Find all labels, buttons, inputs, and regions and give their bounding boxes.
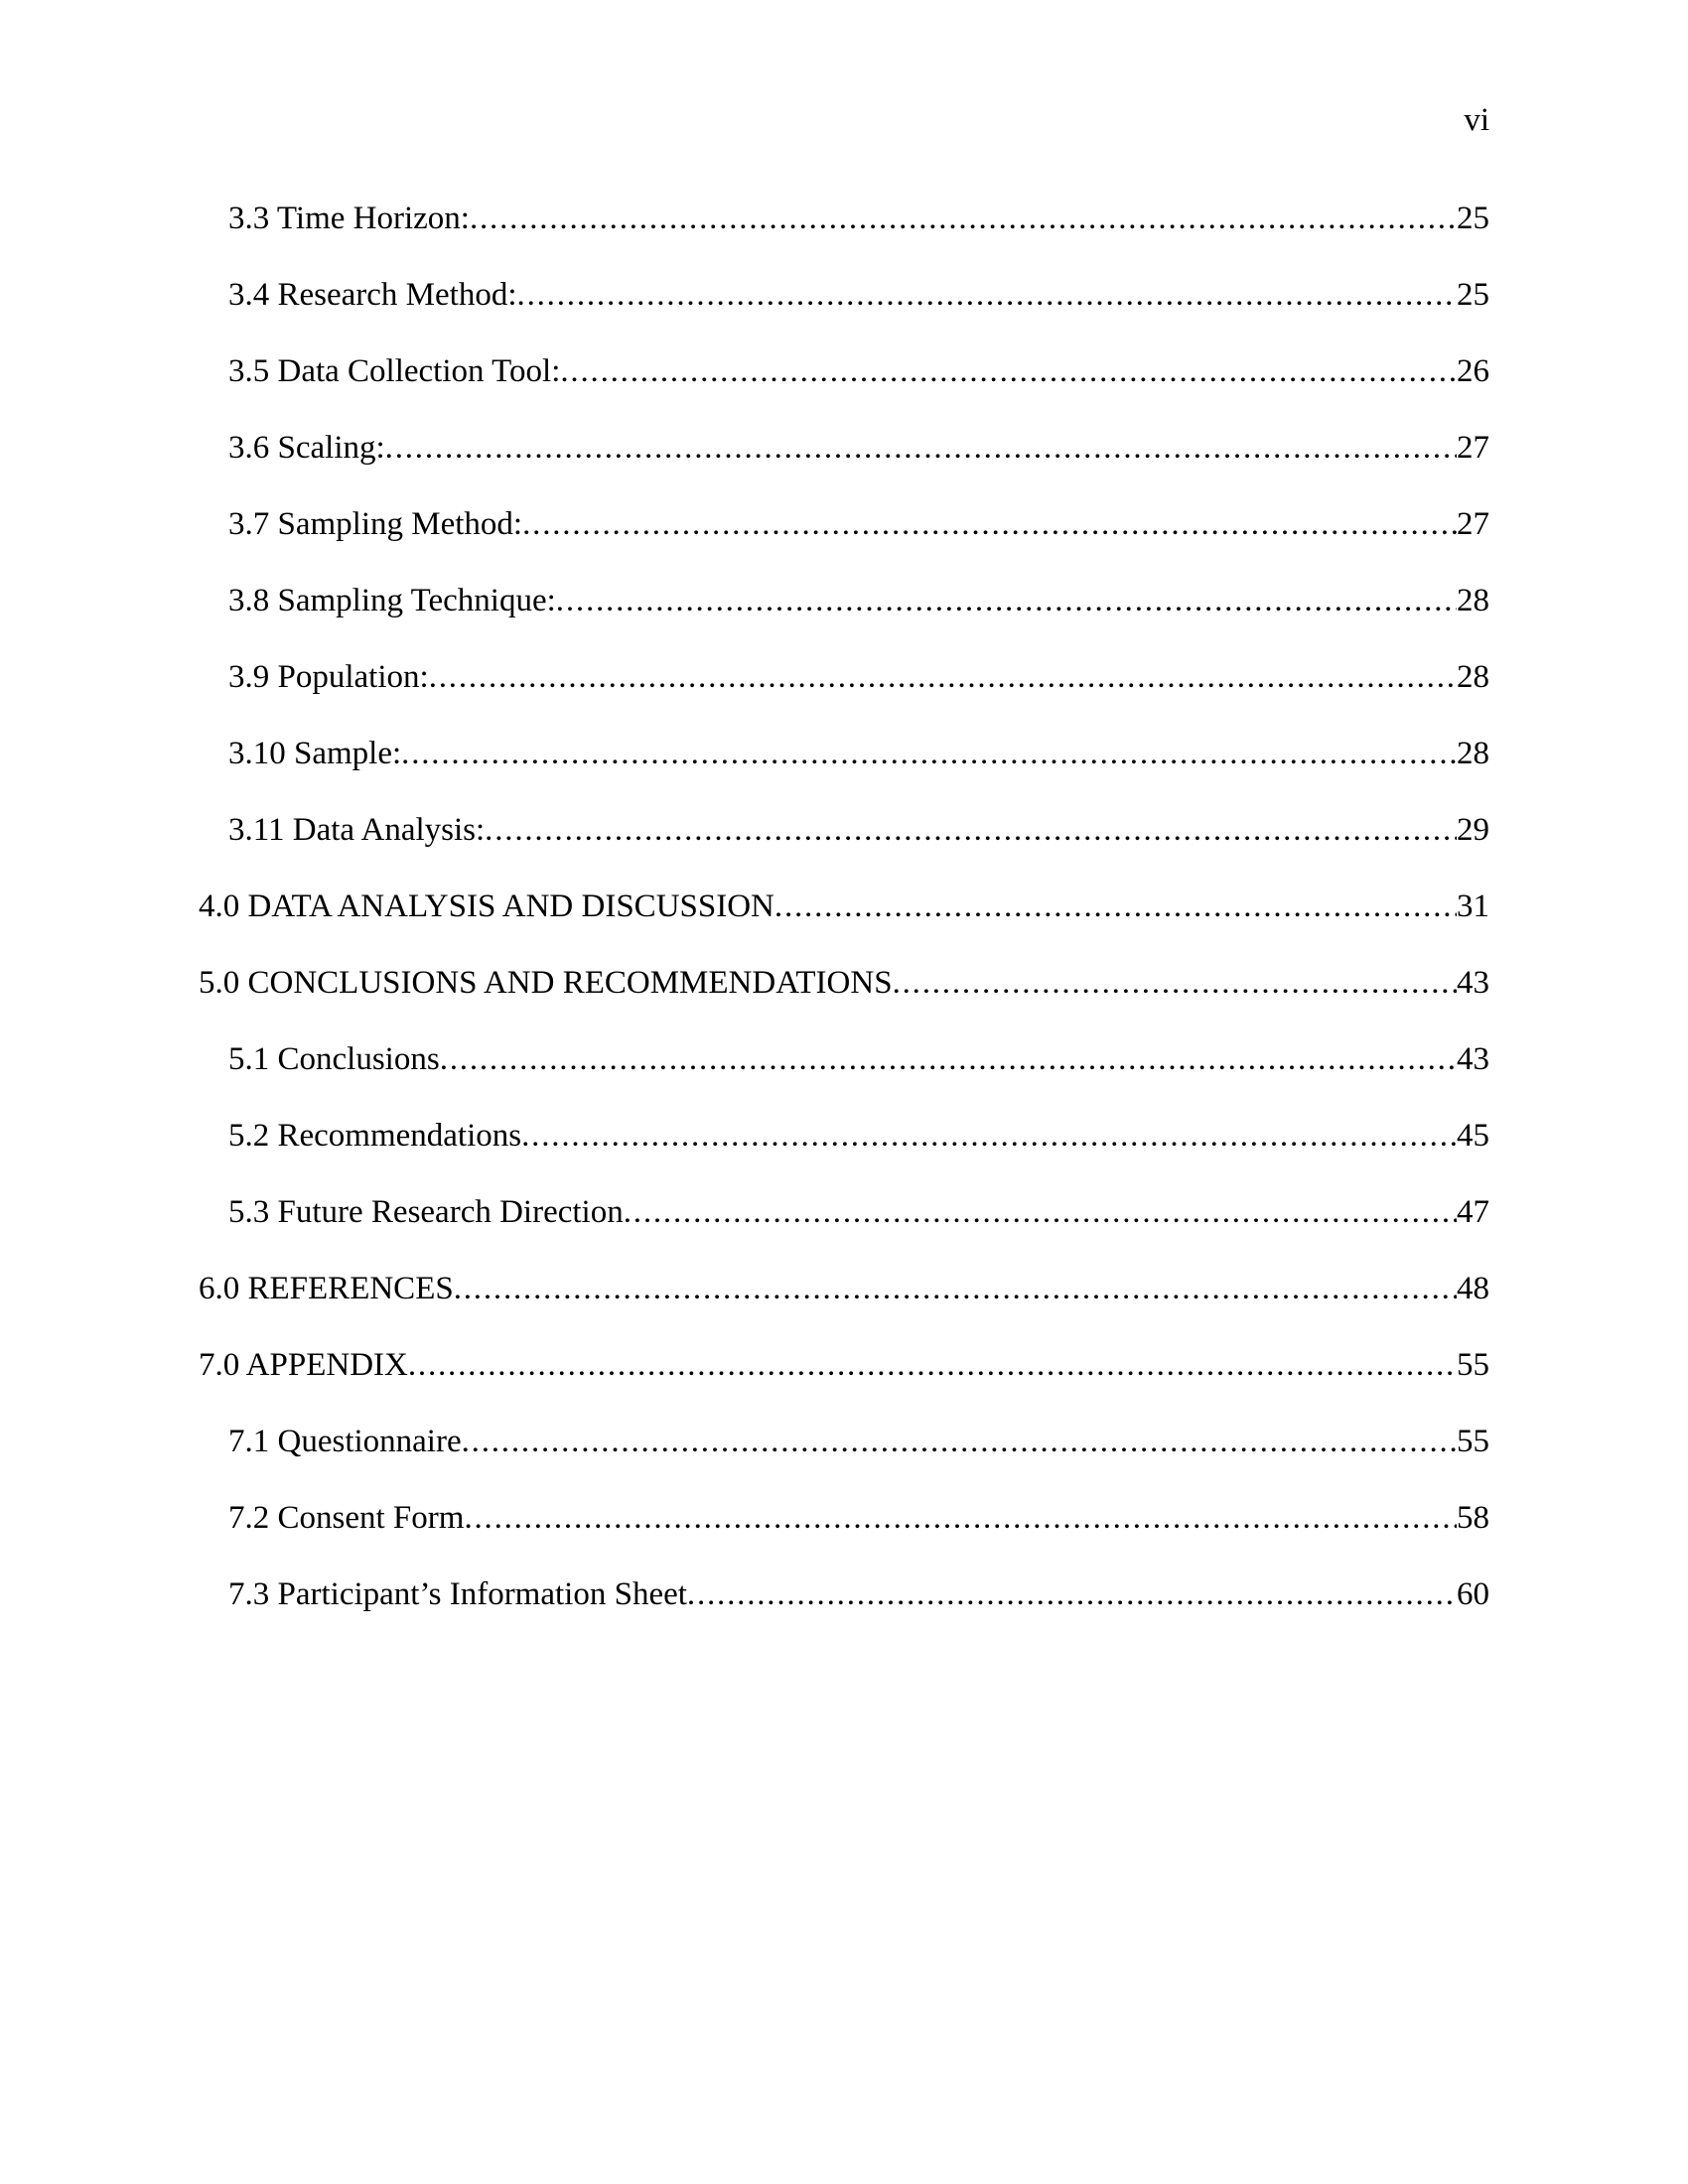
dot-leader: [774, 869, 1457, 945]
toc-entry: [199, 257, 1489, 334]
toc-entry: [199, 945, 1489, 1022]
dot-leader: [454, 1251, 1457, 1327]
toc-entry-page-number: 60: [1457, 1576, 1489, 1612]
toc-entry-page-number: 27: [1457, 506, 1489, 542]
dot-leader: [440, 1022, 1457, 1098]
toc-entry-page-number: 28: [1457, 583, 1489, 618]
toc-entry-page-number: 48: [1457, 1271, 1489, 1306]
toc-entry: [199, 1098, 1489, 1174]
toc-entry-label: 3.4 Research Method:: [228, 277, 517, 313]
dot-leader: [429, 639, 1457, 716]
toc-entry-page-number: 55: [1457, 1424, 1489, 1459]
toc-entry: [199, 1251, 1489, 1327]
toc-entry: [199, 334, 1489, 410]
dot-leader: [522, 486, 1457, 563]
dot-leader: [485, 792, 1457, 869]
toc-entry: [199, 563, 1489, 639]
toc-entry: [199, 1327, 1489, 1404]
toc-entry-page-number: 28: [1457, 659, 1489, 695]
toc-entry: [199, 1404, 1489, 1480]
toc-entry-label: 3.10 Sample:: [228, 736, 402, 771]
dot-leader: [560, 334, 1457, 410]
toc-entry-label: 7.0 APPENDIX: [199, 1347, 408, 1383]
toc-entry: [199, 181, 1489, 257]
toc-entry-label: 3.9 Population:: [228, 659, 429, 695]
toc-entry: [199, 1557, 1489, 1633]
toc-entry-page-number: 31: [1457, 888, 1489, 924]
dot-leader: [408, 1327, 1457, 1404]
toc-entry-page-number: 26: [1457, 353, 1489, 389]
dot-leader: [385, 410, 1457, 486]
toc-entry-page-number: 45: [1457, 1118, 1489, 1154]
dot-leader: [624, 1174, 1457, 1251]
toc-entry-page-number: 25: [1457, 277, 1489, 313]
dot-leader: [462, 1404, 1457, 1480]
toc-entry-page-number: 55: [1457, 1347, 1489, 1383]
toc-entry-page-number: 47: [1457, 1194, 1489, 1230]
toc-entry: [199, 792, 1489, 869]
toc-entry: [199, 716, 1489, 792]
toc-entry-label: 5.1 Conclusions: [228, 1041, 440, 1077]
dot-leader: [517, 257, 1457, 334]
table-of-contents: [199, 181, 1489, 1633]
toc-entry-page-number: 27: [1457, 430, 1489, 466]
toc-entry-label: 3.8 Sampling Technique:: [228, 583, 556, 618]
toc-entry: [199, 1480, 1489, 1557]
toc-entry: [199, 486, 1489, 563]
toc-entry-page-number: 25: [1457, 201, 1489, 236]
dot-leader: [521, 1098, 1457, 1174]
toc-entry-label: 6.0 REFERENCES: [199, 1271, 454, 1306]
toc-entry-page-number: 43: [1457, 1041, 1489, 1077]
toc-entry-label: 4.0 DATA ANALYSIS AND DISCUSSION: [199, 888, 774, 924]
dot-leader: [401, 716, 1457, 792]
toc-entry-page-number: 28: [1457, 736, 1489, 771]
toc-entry-page-number: 29: [1457, 812, 1489, 848]
toc-entry-label: 3.7 Sampling Method:: [228, 506, 523, 542]
toc-entry-label: 3.3 Time Horizon:: [228, 201, 470, 236]
toc-entry-label: 3.6 Scaling:: [228, 430, 385, 466]
dot-leader: [470, 181, 1457, 257]
dot-leader: [893, 945, 1457, 1022]
dot-leader: [464, 1480, 1457, 1557]
toc-entry-label: 7.1 Questionnaire: [228, 1424, 462, 1459]
toc-entry-label: 7.3 Participant’s Information Sheet: [228, 1576, 687, 1612]
toc-entry-page-number: 58: [1457, 1500, 1489, 1536]
toc-entry-label: 5.3 Future Research Direction: [228, 1194, 624, 1230]
toc-entry: [199, 1022, 1489, 1098]
toc-entry: [199, 869, 1489, 945]
toc-entry-label: 5.2 Recommendations: [228, 1118, 522, 1154]
toc-entry: [199, 1174, 1489, 1251]
toc-entry-label: 3.11 Data Analysis:: [228, 812, 486, 848]
dot-leader: [687, 1557, 1457, 1633]
page-number-header: vi: [1464, 102, 1489, 138]
dot-leader: [556, 563, 1457, 639]
toc-entry: [199, 410, 1489, 486]
toc-entry-label: 7.2 Consent Form: [228, 1500, 465, 1536]
toc-entry-page-number: 43: [1457, 965, 1489, 1001]
toc-entry-label: 5.0 CONCLUSIONS AND RECOMMENDATIONS: [199, 965, 893, 1001]
toc-entry-label: 3.5 Data Collection Tool:: [228, 353, 561, 389]
toc-entry: [199, 639, 1489, 716]
